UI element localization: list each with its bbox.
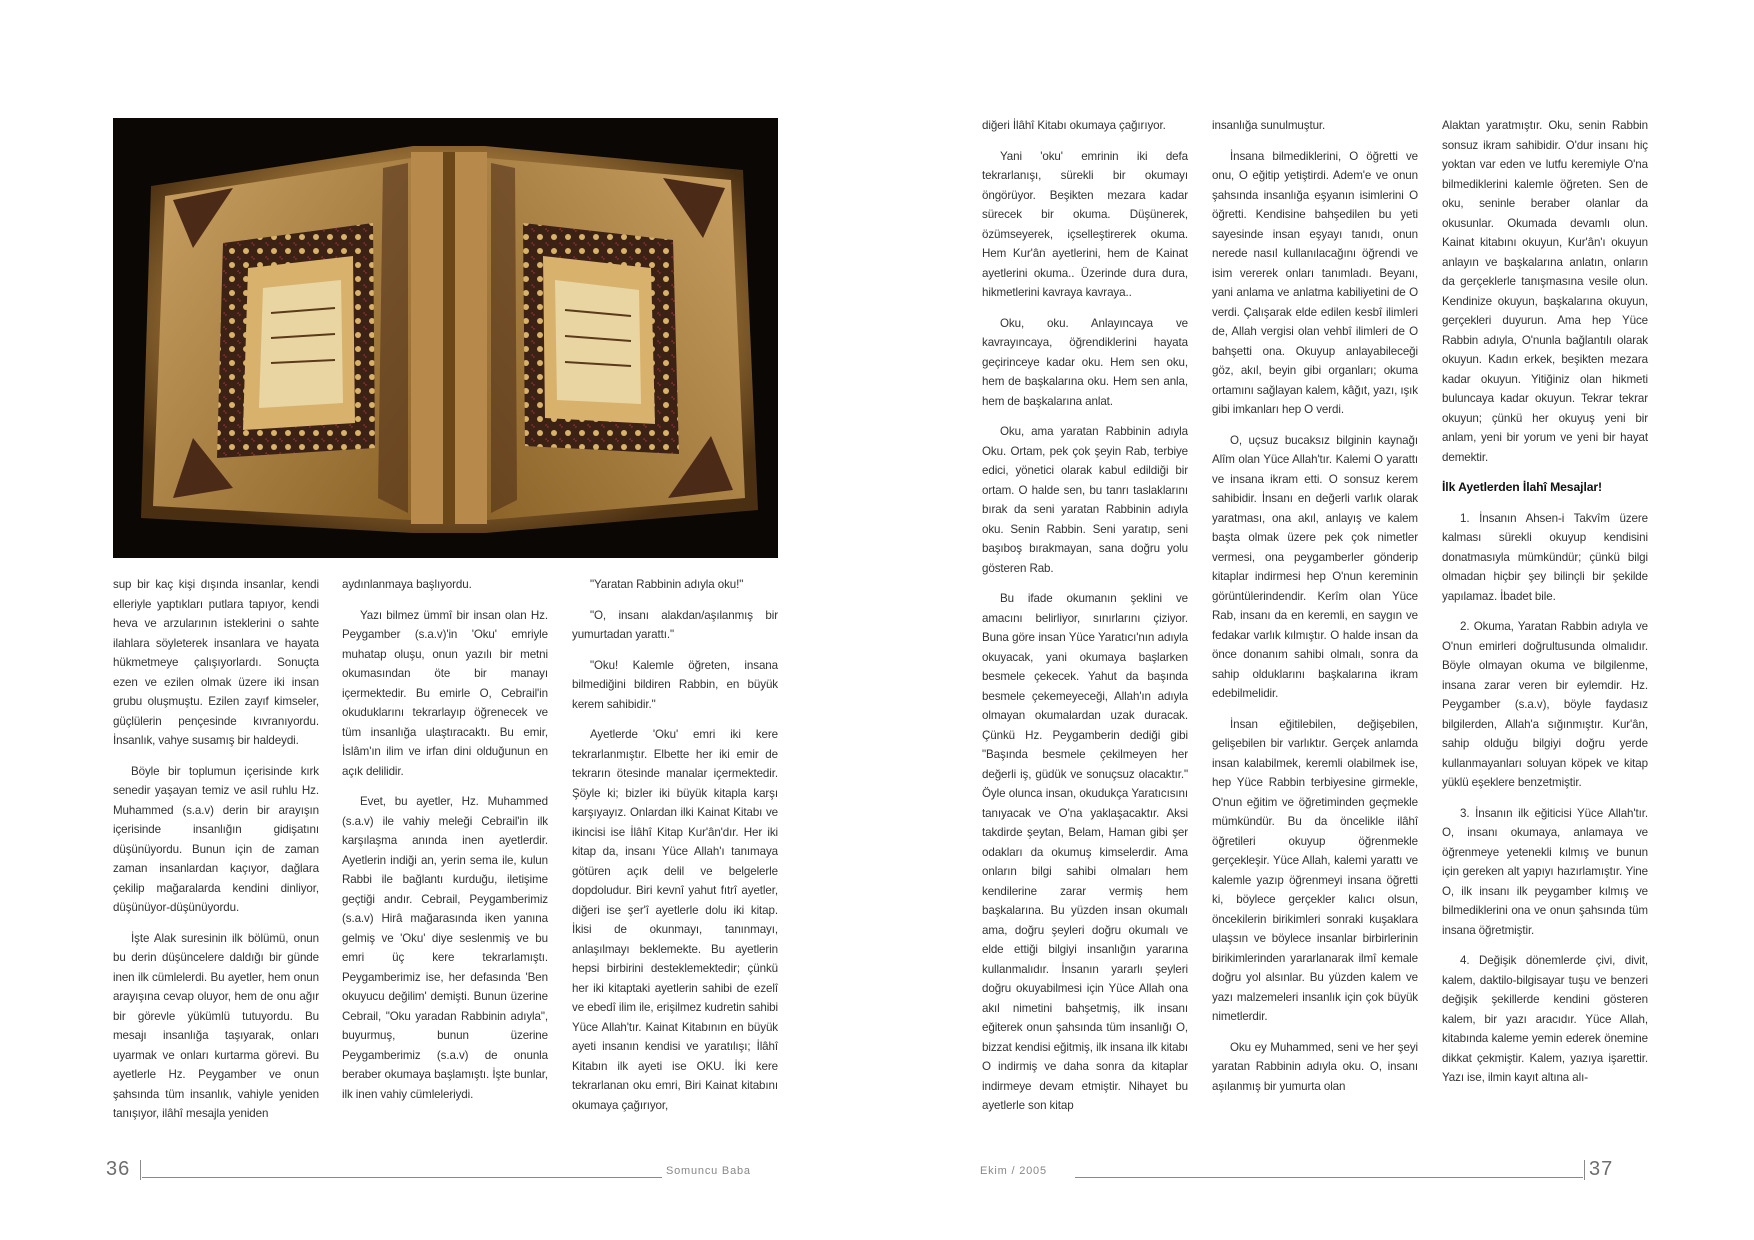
paragraph: Yani 'oku' emrinin iki defa tekrarlanışı, sürekli bir okumayı öngörüyor. Beşikten mezara kadar sürecek bir okuma. Düşünerek, özümseyerek, içselleştirerek okuma. Hem Kur'ân ayetlerini, hem de Kainat ayetlerini okuma.. Üzerinde dura dura, hikmetlerini kavraya kavraya.. bbox=[982, 149, 1188, 299]
right-column-1 bbox=[982, 116, 1188, 1127]
quran-manuscript-illustration bbox=[113, 118, 778, 558]
list-paragraph: 4. Değişik dönemlerde çivi, divit, kalem, daktilo-bilgisayar tuşu ve benzeri değişik şekillerde kendini gösteren kalem, bir yazı aracıdır. Yüce Allah, kitabında kaleme yemin ederek önemine dikkat çekmiştir. Kalem, yazıya işarettir. Yazı ise, ilmin kayıt altına alı- bbox=[1442, 954, 1648, 1084]
left-column-1 bbox=[113, 575, 319, 1135]
folio-divider bbox=[1584, 1160, 1585, 1180]
left-column-2 bbox=[342, 575, 548, 1115]
paragraph: aydınlanmaya başlıyordu. bbox=[342, 578, 472, 591]
page-number: 36 bbox=[106, 1158, 131, 1180]
right-column-2 bbox=[1212, 116, 1418, 1107]
footer-rule bbox=[142, 1177, 662, 1178]
paragraph: Oku, oku. Anlayıncaya ve kavrayıncaya, öğrendiklerini hayata geçirinceye kadar oku. Hem sen oku, hem de başkalarına oku. Hem sen anla, hem de başkalarına anlat. bbox=[982, 316, 1188, 408]
paragraph: diğeri İlâhî Kitabı okumaya çağırıyor. bbox=[982, 119, 1166, 132]
list-paragraph: 2. Okuma, Yaratan Rabbin adıyla ve O'nun emirleri doğrultusunda olmalıdır. Böyle olmayan okuma ve bilgilenme, insana zarar veren bir eylemdir. Hz. Peygamber (s.a.v), böyle faydasız bilgilerden, Allah'a sığınmıştır. Kur'ân, sahip olduğu bilgiyi doğru yerde kullanmayanları soluyan köpek ve kitap yüklü eşeklere benzetmiştir. bbox=[1442, 620, 1648, 789]
open-quran-manuscript-photo bbox=[113, 118, 778, 558]
paragraph: Yazı bilmez ümmî bir insan olan Hz. Peygamber (s.a.v)'in 'Oku' emriyle muhatap oluşu, onun yazılı bir metni okumasından öte bir manayı içermektedir. Bu emirle O, Cebrail'in okuduklarını tekrarlayıp öğrenecek ve tüm insanlığa ulaştıracaktı. Bu emir, İslâm'ın ilim ve irfan dini olduğunun en açık delilidir. bbox=[342, 608, 548, 778]
quote-paragraph: "Oku! Kalemle öğreten, insana bilmediğini bildiren Rabbin, en büyük kerem sahibidir." bbox=[572, 658, 778, 711]
quote-paragraph: "O, insanı alakdan/aşılanmış bir yumurtadan yarattı." bbox=[572, 608, 778, 641]
paragraph: insanlığa sunulmuştur. bbox=[1212, 119, 1326, 132]
right-page bbox=[877, 0, 1754, 1240]
section-heading: İlk Ayetlerden İlahî Mesajlar! bbox=[1442, 480, 1603, 494]
paragraph: O, uçsuz bucaksız bilginin kaynağı Alîm olan Yüce Allah'tır. Kalemi O yarattı ve insana ikram etti. O sonsuz kerem sahibidir. İnsanı en değerli varlık olarak yaratması, ona akıl, anlayış ve kalem başta olmak üzere pek çok nimetler vermesi, ona peygamberler gönderip kitaplar indirmesi hep O'nun kereminin görüntülerindendir. Kerîm olan Yüce Rab, insanı da en keremli, en saygın ve fedakar varlık kılmıştır. O halde insan da önce donanım sahibi olmalı, sonra da sahip olduklarını başkalarına ikram edebilmelidir. bbox=[1212, 433, 1418, 700]
magazine-name: Somuncu Baba bbox=[666, 1165, 751, 1177]
right-column-3 bbox=[1442, 116, 1648, 1099]
paragraph: Oku ey Muhammed, seni ve her şeyi yaratan Rabbinin adıyla oku. O, insanı aşılanmış bir yumurta olan bbox=[1212, 1040, 1418, 1093]
paragraph: Böyle bir toplumun içerisinde kırk senedir yaşayan temiz ve asil ruhlu Hz. Muhammed (s.a.v) derin bir arayışın içerisinde insanlığın gidişatını düşünüyordu. Bunun için de zaman zaman insanlardan kaçıyor, dağlara çekilip mağaralarda kendini dinliyor, düşünüyor-düşünüyordu. bbox=[113, 764, 319, 914]
paragraph: Evet, bu ayetler, Hz. Muhammed (s.a.v) ile vahiy meleği Cebrail'in ilk karşılaşma anında inen ayetlerdir. Ayetlerin indiği an, yerin sema ile, kulun Rabbi ile bağlantı kurduğu, iletişime geçtiği andır. Cebrail, Peygamberimiz (s.a.v) Hirâ mağarasında iken yanına gelmiş ve 'Oku' diye seslenmiş ve bu emri üç kere tekrarlamıştı. Peygamberimiz ise, her defasında 'Ben okuyucu değilim' demişti. Bunun üzerine Cebrail, "Oku yaradan Rabbinin adıyla", buyurmuş, bunun üzerine Peygamberimiz (s.a.v) de onunla beraber okumaya başlamıştı. İşte bunlar, ilk inen vahiy cümleleriydi. bbox=[342, 795, 548, 1101]
paragraph: Ayetlerde 'Oku' emri iki kere tekrarlanmıştır. Elbette her iki emir de tekrarın ötesinde manalar içermektedir. Şöyle ki; bizler iki büyük kitapla karşı karşıyayız. Onlardan ilki Kainat Kitabı ve ikincisi ise İlâhî Kitap Kur'ân'dır. Her iki kitap da, insanı Yüce Allah'ı tanımaya götüren açık delil ve belgelerle dopdoludur. Biri kevnî yahut fıtrî ayetler, diğeri ise şer'î ayetlerle dolu iki kitap. İkisi de okunmayı, tanınmayı, anlaşılmayı beklemekte. Bu ayetlerin hepsi birbirini desteklemektedir; çünkü her iki kitaptaki ayetlerin sahibi de ezelî ve ebedî ilim ile, erişilmez kudretin sahibi Yüce Allah'tır. Kainat Kitabının en büyük ayeti insanın kendisi ve yaratılışı; İlâhî Kitabın ilk ayeti ise OKU. İki kere tekrarlanan oku emri, Biri Kainat kitabını okumaya çağırıyor, bbox=[572, 728, 778, 1112]
paragraph: Oku, ama yaratan Rabbinin adıyla Oku. Ortam, pek çok şeyin Rab, terbiye edici, yönetici olarak kabul edildiği bir ortam. O halde sen, bu tanrı taslaklarını bırak da seni yaratan Rabbinin adıyla oku. Senin Rabbin. Seni yaratıp, seni başıboş bırakmayan, sana doğru yolu gösteren Rab. bbox=[982, 425, 1188, 575]
paragraph: İnsan eğitilebilen, değişebilen, gelişebilen bir varlıktır. Gerçek anlamda insan kalabilmek, keremli olabilmek ise, hep Yüce Rabbin terbiyesine girmekle, O'nun eğitim ve öğretiminden geçmekle mümkündür. Bu da öncelikle ilâhî öğretileri okuyup öğrenmekle gerçekleşir. Yüce Allah, kalemi yarattı ve kalemle yazıp öğrenmeyi insana öğretti ki, böylece gerçekler kalıcı olsun, öncekilerin birikimleri sonraki kuşaklara ulaşsın ve böylece insanlar birbirlerinin birikimlerinden yararlanarak ilmî kemale doğru yol alsınlar. Bu yüzden kalem ve yazı malzemeleri insanlık için çok büyük nimetlerdir. bbox=[1212, 717, 1418, 1023]
left-column-3 bbox=[572, 575, 778, 1126]
paragraph: İşte Alak suresinin ilk bölümü, onun bu derin düşüncelere daldığı bir günde inen ilk cümlelerdi. Bu ayetler, hem onun arayışına cevap oluyor, hem de onu ağır bir görevle yükümlü tutuyordu. Bu mesajı insanlığa taşıyarak, onları uyarmak ve onları kurtarma görevi. Bu ayetlerle Hz. Peygamber ve onun şahsında tüm insanlık, vahiyle yeniden tanışıyor, ilâhî mesajla yeniden bbox=[113, 931, 319, 1120]
list-paragraph: 3. İnsanın ilk eğiticisi Yüce Allah'tır. O, insanı okumaya, anlamaya ve öğrenmeye yetenekli kılmış ve bunun için gereken alt yapıyı hazırlamıştır. Yine O, ilk insanı ilk peygamber kılmış ve bilmediklerini ona ve onun şahsında tüm insana öğretmiştir. bbox=[1442, 806, 1648, 937]
quote-paragraph: "Yaratan Rabbinin adıyla oku!" bbox=[590, 578, 744, 591]
paragraph: Bu ifade okumanın şeklini ve amacını belirliyor, sınırlarını çiziyor. Buna göre insan Yüce Yaratıcı'nın adıyla okuyacak, yani okumaya başlarken besmele çekecek. Yahut da başında besmele çekemeyeceği, Allah'ın adıyla olmayan okumalardan uzak duracak. Çünkü Hz. Peygamberin dediği gibi "Başında besmele çekilmeyen her değerli iş, güdük ve sonuçsuz olacaktır." Öyle olunca insan, okudukça Yaratıcısını tanıyacak ve O'na yaklaşacaktır. Aksi takdirde şeytan, Belam, Haman gibi şer odakları da okumuş kimselerdir. Ama onların bilgi sahibi olmaları hem kendilerine zarar vermiş hem başkalarına. Bu yüzden insan okumalı ama, doğru şeyleri doğru okumalı ve elde ettiği bilgiyi insanlığın yararına kullanmalıdır. İnsanın yararlı şeyleri doğru okuyabilmesi için Yüce Allah ona akıl nimetini bahşetmiş, ilk insanı eğiterek onun şahsında tüm insanlığı O, bizzat kendisi eğitmiş, ilk insana ilk kitabı O indirmiş ve daha sonra da kitaplar indirmeye devam etmiştir. Nihayet bu ayetlerle son kitap bbox=[982, 592, 1188, 1112]
issue-date: Ekim / 2005 bbox=[980, 1165, 1047, 1177]
list-paragraph: 1. İnsanın Ahsen-i Takvîm üzere kalması sürekli okuyup kendisini donatmasıyla mümkündür; çünkü bilgi olmadan hiçbir şey bilinçli bir şekilde yapılamaz. İbadet bile. bbox=[1442, 511, 1648, 603]
paragraph: İnsana bilmediklerini, O öğretti ve onu, O eğitip yetiştirdi. Adem'e ve onun şahsında insanlığa eşyanın isimlerini O öğretti. Kendisine bahşedilen bu yeti sayesinde insan eşyayı tanıdı, onun nerede nasıl kullanılacağını öğrendi ve isim vererek onları tanımladı. Beyanı, yani anlama ve anlatma kabiliyetini de O verdi. Çalışarak elde edilen kesbî ilimleri de, Allah vergisi olan vehbî ilimleri de O bahşetti ona. Okuyup anlayabileceği göz, akıl, beyin gibi organları; okuma ortamını sağlayan kalem, kâğıt, yazı, ışık gibi imkanları hep O verdi. bbox=[1212, 149, 1418, 416]
paragraph: Alaktan yaratmıştır. Oku, senin Rabbin sonsuz ikram sahibidir. O'dur insanı hiç yoktan var eden ve lutfu keremiyle O'na bilmediklerini kalemle öğreten. Sen de oku, seninle beraber olanlar da okusunlar. Okumada devamlı olun. Kainat kitabını okuyun, Kur'ân'ı okuyun anlayın ve başkalarına anlatın, onların da gerçeklerle tanışmasına vesile olun. Kendinize okuyun, başkalarına okuyun, gerçekleri duyurun. Ama hep Yüce Rabbin adıyla, O'nunla bağlantılı olarak okuyun. Kadın erkek, beşikten mezara kadar okuyun. Yitiğiniz olan hikmeti buluncaya kadar okuyun. Tekrar tekrar okuyun; çünkü her okuyuş yeni bir anlam, yeni bir yorum ve yeni bir hayat demektir. bbox=[1442, 119, 1648, 464]
footer-rule bbox=[1075, 1177, 1583, 1178]
paragraph: sup bir kaç kişi dışında insanlar, kendi elleriyle yaptıkları putlara tapıyor, kendi heva ve arzularının isteklerini o sahte ilahlara söyleterek insanlara ve hayata hükmetmeye çalışıyorlardı. Sonuçta ezen ve ezilen olmak üzere iki insan grubu oluşmuştu. Ezilen zayıf kimseler, güçlülerin pençesinde kıvranıyordu. İnsanlık, vahye susamış bir haldeydi. bbox=[113, 578, 319, 747]
page-number: 37 bbox=[1589, 1158, 1614, 1180]
folio-divider bbox=[140, 1160, 141, 1180]
